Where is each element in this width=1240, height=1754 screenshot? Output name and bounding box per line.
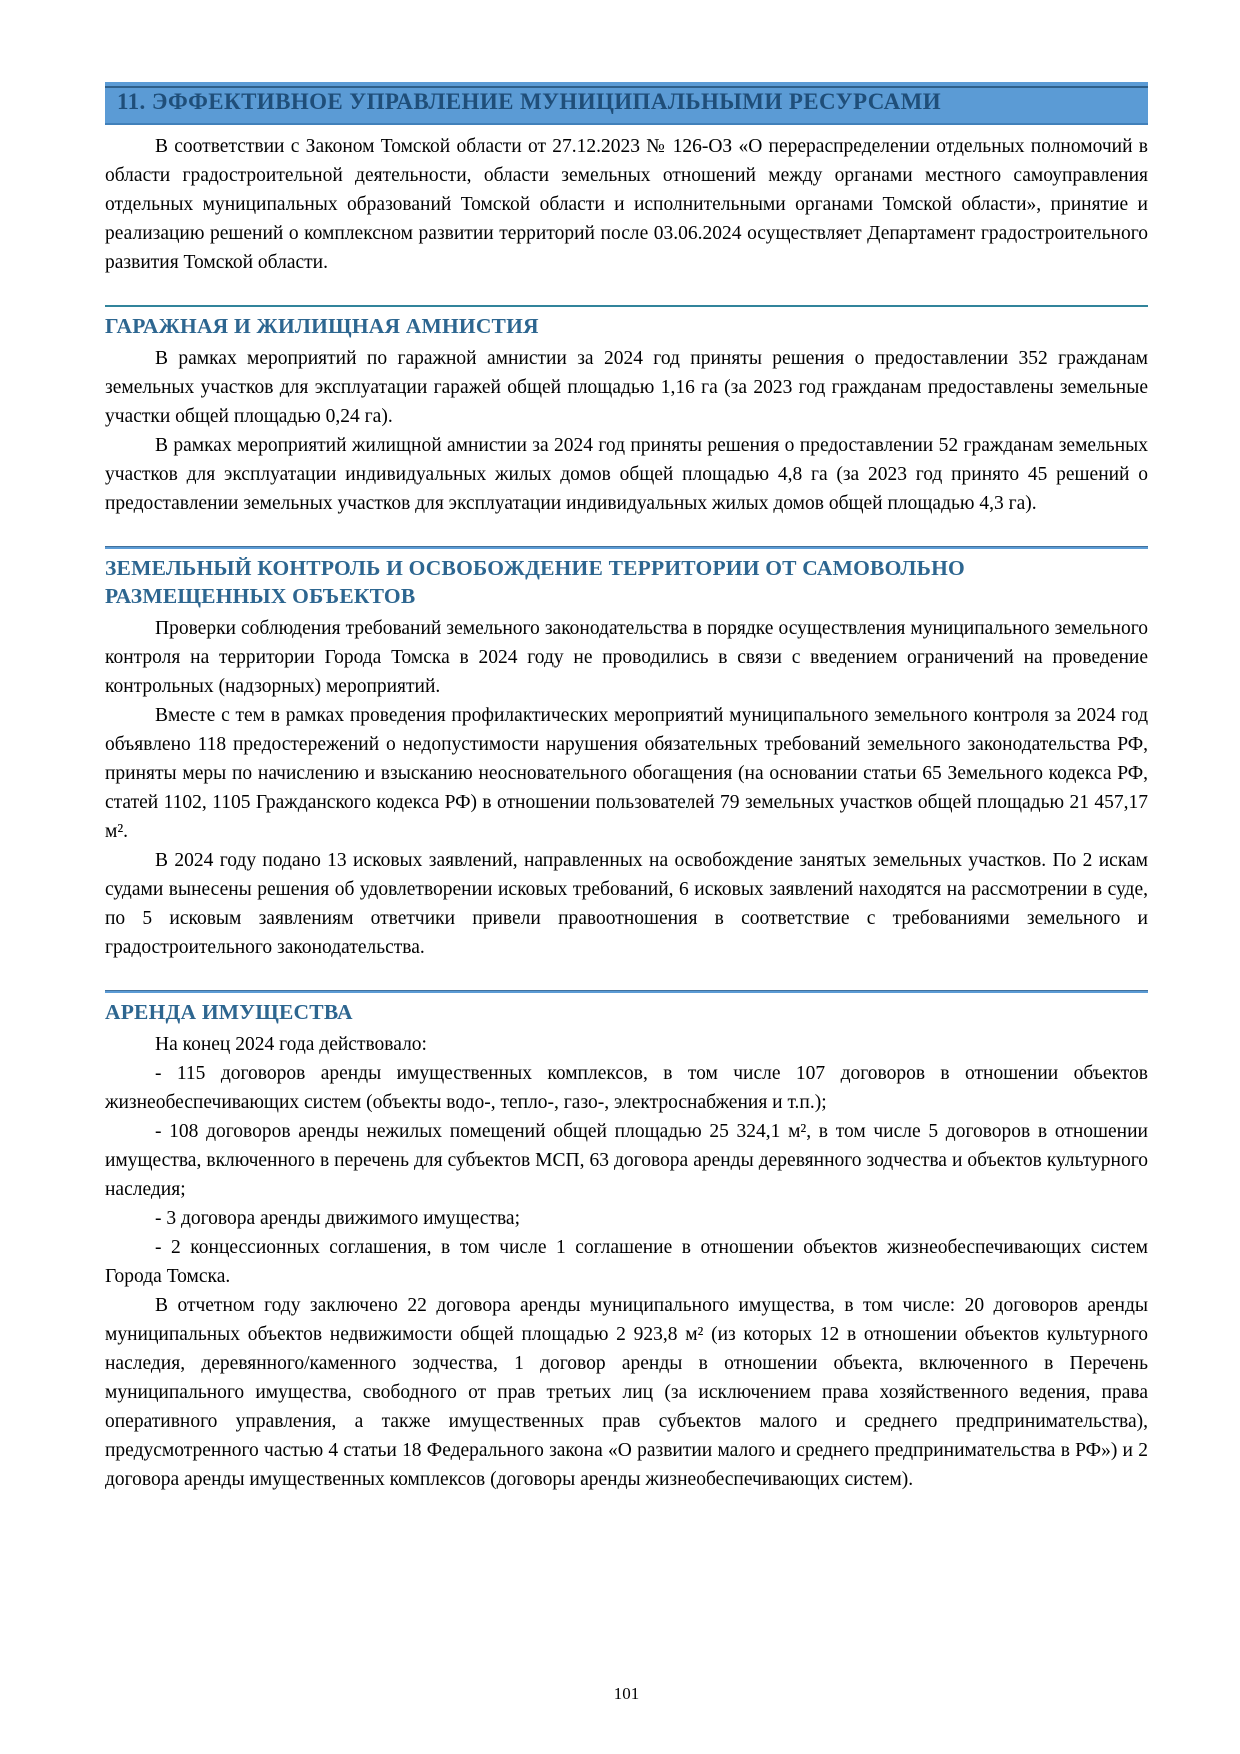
paragraph: В рамках мероприятий по гаражной амнистии за 2024 год приняты решения о предоставлении 352 гражданам земельных участков для эксплуатации гаражей общей площадью 1,16 га (за 2023 год гражданам предоставлены земельные участки общей площадью 0,24 га). xyxy=(105,348,1148,428)
page-number: 101 xyxy=(613,1684,640,1703)
chapter-banner xyxy=(105,82,1148,125)
list-item-paragraph: - 115 договоров аренды имущественных комплексов, в том числе 107 договоров в отношении объектов жизнеобеспечивающих систем (объекты водо-, тепло-, газо-, электроснабжения и т.п.); xyxy=(105,1063,1148,1114)
paragraph: В рамках мероприятий жилищной амнистии за 2024 год приняты решения о предоставлении 52 гражданам земельных участков для эксплуатации индивидуальных жилых домов общей площадью 4,8 га (за 2023 год принято 45 решений о предоставлении земельных участков для эксплуатации индивидуальных жилых домов общей площадью 4,3 га). xyxy=(105,435,1148,515)
intro-paragraph: В соответствии с Законом Томской области от 27.12.2023 № 126-ОЗ «О перераспределении отдельных полномочий в области градостроительной деятельности, области земельных отношений между органами местного самоуправления отдельных муниципальных образований Томской области и исполнительными органами Томской области», принятие и реализацию решений о комплексном развитии территорий после 03.06.2024 осуществляет Департамент градостроительного развития Томской области. xyxy=(105,136,1148,274)
section-land-control xyxy=(105,546,1148,962)
paragraph: В 2024 году подано 13 исковых заявлений, направленных на освобождение занятых земельных участков. По 2 искам судами вынесены решения об удовлетворении исковых требований, 6 исковых заявлений находятся на рассмотрении в суде, по 5 исковым заявлениям ответчики привели правоотношения в соответствие с требованиями земельного и градостроительного законодательства. xyxy=(105,850,1148,959)
section-divider xyxy=(105,546,1148,549)
paragraph: На конец 2024 года действовало: xyxy=(155,1034,427,1056)
paragraph: В отчетном году заключено 22 договора аренды муниципального имущества, в том числе: 20 договоров аренды муниципальных объектов недвижимости общей площадью 2 923,8 м² (из которых 12 в отношении объектов культурного наследия, деревянного/каменного зодчества, 1 договор аренды в отношении объекта, включенного в Перечень муниципального имущества, свободного от прав третьих лиц (за исключением права хозяйственного ведения, права оперативного управления, а также имущественных прав субъектов малого и среднего предпринимательства), предусмотренного частью 4 статьи 18 Федерального закона «О развитии малого и среднего предпринимательства в РФ») и 2 договора аренды имущественных комплексов (договоры аренды жизнеобеспечивающих систем). xyxy=(105,1295,1148,1491)
paragraph: Проверки соблюдения требований земельного законодательства в порядке осуществления муниципального земельного контроля на территории Города Томска в 2024 году не проводились в связи с введением ограничений на проведение контрольных (надзорных) мероприятий. xyxy=(105,618,1148,698)
list-item-paragraph: - 3 договора аренды движимого имущества; xyxy=(155,1208,521,1230)
section-garage-housing-amnesty xyxy=(105,305,1148,518)
section-divider xyxy=(105,990,1148,993)
list-item-paragraph: - 108 договоров аренды нежилых помещений общей площадью 25 324,1 м², в том числе 5 договоров в отношении имущества, включенного в перечень для субъектов МСП, 63 договора аренды деревянного зодчества и объектов культурного наследия; xyxy=(105,1121,1148,1201)
section-heading-land-control: ЗЕМЕЛЬНЫЙ КОНТРОЛЬ И ОСВОБОЖДЕНИЕ ТЕРРИТОРИИ ОТ САМОВОЛЬНО РАЗМЕЩЕННЫХ ОБЪЕКТОВ xyxy=(105,556,965,609)
section-heading-property-lease: АРЕНДА ИМУЩЕСТВА xyxy=(105,1000,353,1025)
chapter-title: 11. ЭФФЕКТИВНОЕ УПРАВЛЕНИЕ МУНИЦИПАЛЬНЫМИ РЕСУРСАМИ xyxy=(117,89,942,114)
section-property-lease xyxy=(105,990,1148,1494)
page-footer xyxy=(105,1684,1148,1704)
section-divider xyxy=(105,305,1148,307)
section-heading-garage-amnesty: ГАРАЖНАЯ И ЖИЛИЩНАЯ АМНИСТИЯ xyxy=(105,314,539,339)
paragraph: Вместе с тем в рамках проведения профилактических мероприятий муниципального земельного контроля за 2024 год объявлено 118 предостережений о недопустимости нарушения обязательных требований земельного законодательства РФ, приняты меры по начислению и взысканию неосновательного обогащения (на основании статьи 65 Земельного кодекса РФ, статей 1102, 1105 Гражданского кодекса РФ) в отношении пользователей 79 земельных участков общей площадью 21 457,17 м². xyxy=(105,705,1148,843)
list-item-paragraph: - 2 концессионных соглашения, в том числе 1 соглашение в отношении объектов жизнеобеспечивающих систем Города Томска. xyxy=(105,1237,1148,1288)
